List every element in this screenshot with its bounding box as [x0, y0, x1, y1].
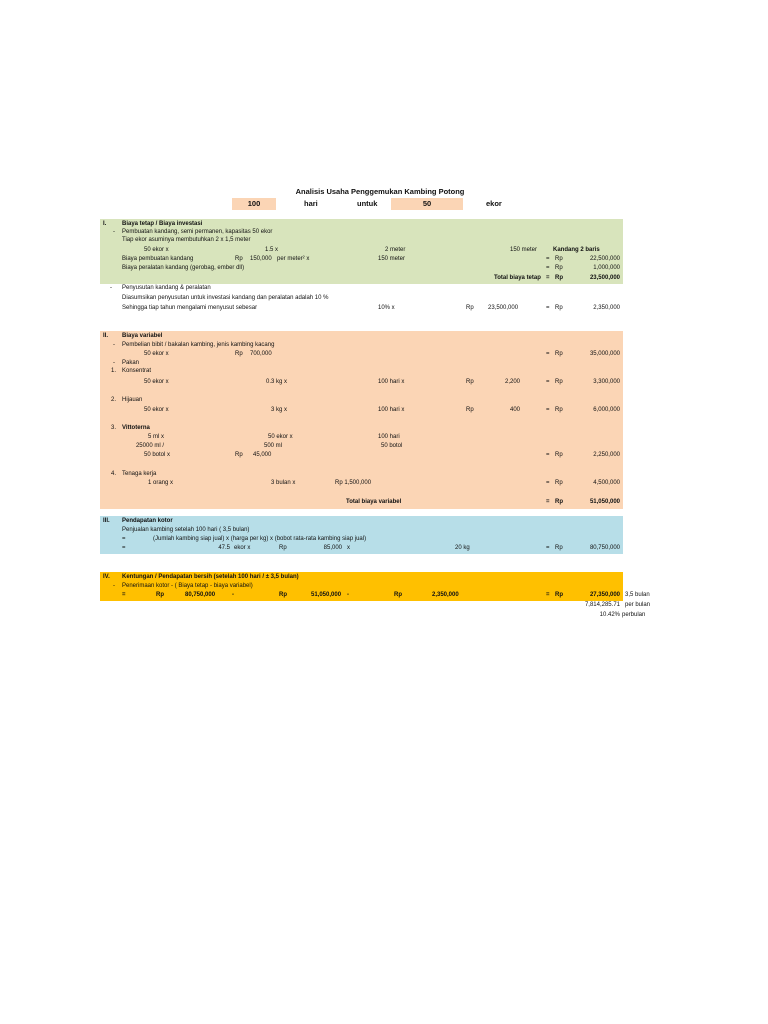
net-profit-value: 27,350,000: [589, 592, 620, 598]
cell: 1,000,000: [593, 265, 620, 271]
for-label: untuk: [357, 199, 378, 208]
cell: 2,250,000: [593, 452, 620, 458]
section-gross-income: [100, 516, 623, 554]
cell: 3,300,000: [593, 379, 620, 385]
cell: 50 botol x: [144, 452, 171, 458]
cage-size-text: Tiap ekor asuminya membutuhkan 2 x 1,5 meter: [122, 237, 251, 243]
cell: =: [546, 275, 550, 281]
section-number: I.: [103, 221, 107, 227]
feed-label: Pakan: [122, 360, 140, 366]
section-net-profit: [100, 572, 623, 601]
cell: 20 kg: [455, 545, 470, 551]
cell: Biaya peralatan kandang (gerobag, ember dll): [122, 265, 245, 271]
per-month-label: per bulan: [625, 602, 651, 608]
cell: Rp: [555, 545, 563, 551]
cell: 22,500,000: [589, 256, 620, 262]
cell: 150 meter: [510, 247, 538, 253]
cell: Rp: [235, 351, 243, 357]
cell: Rp: [279, 592, 287, 598]
cell: Rp: [555, 379, 563, 385]
seed-purchase-text: Pembelian bibit / bakalan kambing, jenis kambing kacang: [122, 342, 275, 348]
cell: Rp: [466, 305, 474, 311]
net-formula-text: Penerimaan kotor - ( Biaya tetap - biaya variabel): [122, 583, 253, 589]
cell: Rp: [555, 275, 563, 281]
cell: Rp: [279, 545, 287, 551]
cell: =: [546, 265, 550, 271]
cell: 1.5 x: [265, 247, 279, 253]
cell: Rp: [555, 480, 563, 486]
cell: Rp: [555, 592, 563, 598]
cell: Rp: [156, 592, 164, 598]
cell: 50 ekor x: [144, 379, 169, 385]
labor-label: Tenaga kerja: [122, 471, 157, 477]
cell: 150 meter: [378, 256, 406, 262]
cell: =: [546, 452, 550, 458]
cell: 10% x: [378, 305, 395, 311]
vittoterna-label: Vittoterna: [122, 425, 150, 431]
cell: =: [546, 592, 550, 598]
cell: Biaya pembuatan kandang: [122, 256, 194, 262]
cell: 2,350,000: [432, 592, 459, 598]
cell: Rp: [555, 256, 563, 262]
section-variable-costs: [100, 331, 623, 509]
cell: 25000 ml /: [135, 443, 164, 449]
cell: 2,200: [504, 379, 520, 385]
cell: 150,000: [250, 256, 272, 262]
cell: 100 hari: [378, 434, 400, 440]
cell: =: [122, 545, 126, 551]
section-number: II.: [103, 333, 109, 339]
depreciation-value: 2,350,000: [593, 305, 620, 311]
cell: =: [546, 351, 550, 357]
cell: 80,750,000: [185, 592, 216, 598]
cell: 50 ekor x: [144, 407, 169, 413]
cell: Rp: [235, 256, 243, 262]
cell: 100 hari x: [378, 379, 405, 385]
cell: -: [347, 592, 349, 598]
bullet-dash: -: [113, 342, 115, 348]
cell: ekor x: [234, 545, 251, 551]
item-number: 2.: [111, 397, 117, 403]
section-title: Kentungan / Pendapatan bersih (setelah 100 hari / ± 3,5 bulan): [122, 574, 299, 580]
cell: 50 botol: [381, 443, 403, 449]
depreciation-title: Penyusutan kandang & peralatan: [122, 285, 211, 291]
cell: Rp 1,500,000: [335, 480, 372, 486]
cell: Rp: [555, 305, 563, 311]
cell: =: [546, 256, 550, 262]
section-title: Biaya variabel: [122, 333, 163, 339]
cage-building-text: Pembuatan kandang, semi permanen, kapasitas 50 ekor: [122, 229, 273, 235]
cell: Rp: [466, 407, 474, 413]
total-variable-value: 51,050,000: [589, 499, 620, 505]
bullet-dash: -: [113, 583, 115, 589]
section-fixed-costs: [100, 219, 623, 284]
cell: 5 ml x: [147, 434, 164, 440]
cell: =: [122, 536, 126, 542]
sales-text: Penjualan kambing setelah 100 hari ( 3,5 bulan): [122, 527, 250, 533]
cell: 50 ekor x: [144, 351, 169, 357]
cell: 47.5: [218, 545, 230, 551]
forage-label: Hijauan: [122, 397, 143, 403]
cell: 50 ekor x: [268, 434, 293, 440]
cell: 45,000: [253, 452, 272, 458]
item-number: 1.: [111, 368, 117, 374]
bullet-dash: -: [113, 360, 115, 366]
total-fixed-value: 23,500,000: [589, 275, 620, 281]
cell: 2 meter: [385, 247, 406, 253]
goats-input-cell[interactable]: 50: [391, 198, 463, 210]
cell: 700,000: [250, 351, 272, 357]
cell: Rp: [466, 379, 474, 385]
monthly-profit-value: 7,814,285.71: [584, 602, 620, 608]
period-note: 3,5 bulan: [625, 592, 650, 598]
item-number: 3.: [111, 425, 117, 431]
cell: 35,000,000: [589, 351, 620, 357]
cell: -: [232, 592, 234, 598]
cell: 3 kg x: [271, 407, 288, 413]
cell: 6,000,000: [593, 407, 620, 413]
cell: 100 hari x: [378, 407, 405, 413]
depreciation-assumption: Diasumsikan penyusutan untuk investasi kandang dan peralatan adalah 10 %: [122, 295, 329, 301]
section-title: Pendapatan kotor: [122, 518, 173, 524]
bullet-dash: -: [113, 229, 115, 235]
section-title: Biaya tetap / Biaya investasi: [122, 221, 203, 227]
monthly-percent-value: 10.42%: [599, 612, 620, 618]
cell: Kandang 2 baris: [553, 247, 600, 253]
cell: 23,500,000: [488, 305, 519, 311]
depreciation-text: Sehingga tiap tahun mengalami menyusut sebesar: [122, 305, 258, 311]
cell: =: [122, 592, 126, 598]
bullet-dash: -: [110, 285, 112, 291]
gross-income-value: 80,750,000: [589, 545, 620, 551]
cell: Rp: [555, 351, 563, 357]
cell: Rp: [555, 265, 563, 271]
per-month-label: perbulan: [622, 612, 646, 618]
cell: 51,050,000: [311, 592, 342, 598]
cell: per meter² x: [277, 256, 310, 262]
section-number: III.: [103, 518, 110, 524]
cell: Rp: [555, 499, 563, 505]
item-number: 4.: [111, 471, 117, 477]
cell: 85,000: [323, 545, 342, 551]
cell: 50 ekor x: [144, 247, 169, 253]
cell: =: [546, 407, 550, 413]
concentrate-label: Konsentrat: [122, 368, 152, 374]
total-fixed-label: Total biaya tetap: [494, 275, 541, 281]
cell: =: [546, 379, 550, 385]
cell: 500 ml: [264, 443, 283, 449]
cell: 400: [509, 407, 520, 413]
cell: =: [546, 480, 550, 486]
cell: 1 orang x: [148, 480, 174, 486]
cell: 3 bulan x: [271, 480, 296, 486]
goats-label: ekor: [486, 199, 502, 208]
cell: 0.3 kg x: [266, 379, 288, 385]
cell: =: [546, 305, 550, 311]
cell: x: [347, 545, 350, 551]
total-variable-label: Total biaya variabel: [346, 499, 402, 505]
cell: Rp: [555, 452, 563, 458]
days-input-cell[interactable]: 100: [232, 198, 276, 210]
cell: =: [546, 499, 550, 505]
cell: 4,500,000: [593, 480, 620, 486]
sheet-title: Analisis Usaha Penggemukan Kambing Potong: [295, 187, 465, 196]
cell: Rp: [235, 452, 243, 458]
days-label: hari: [304, 199, 318, 208]
formula-text: (Jumlah kambing siap jual) x (harga per kg) x (bobot rata-rata kambing siap jual): [153, 536, 367, 542]
section-number: IV.: [103, 574, 110, 580]
cell: Rp: [555, 407, 563, 413]
cell: =: [546, 545, 550, 551]
cell: Rp: [394, 592, 402, 598]
